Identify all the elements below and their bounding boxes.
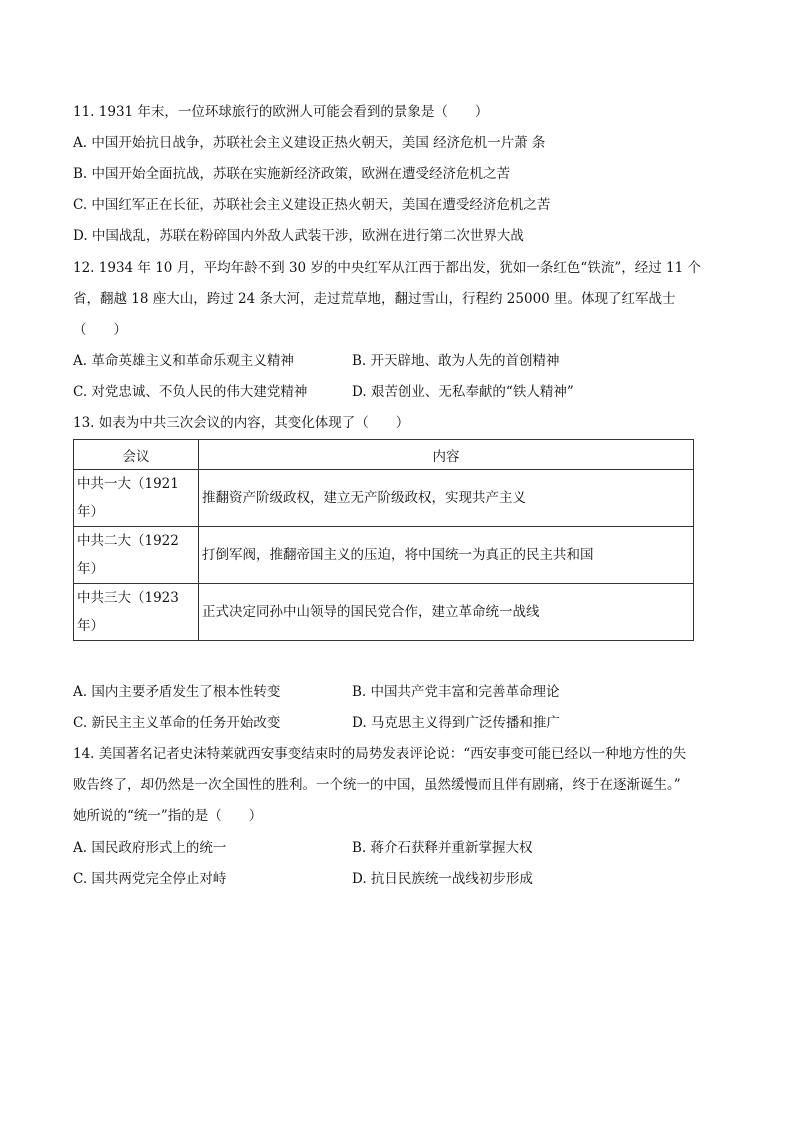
q12-stem-line-2: 省，翻越 18 座大山，跨过 24 条大河，走过荒草地，翻过雪山，行程约 25000 里。体现了红军战士 [73,291,676,307]
q11-stem: 11. 1931 年末，一位环球旅行的欧洲人可能会看到的景象是（ ） [73,104,489,120]
q14-option-c: C. 国共两党完全停止对峙 [73,871,227,887]
q12-option-b: B. 开天辟地、敢为人先的首创精神 [352,353,560,369]
q11-option-d: D. 中国战乱，苏联在粉碎国内外敌人武装干涉，欧洲在进行第二次世界大战 [73,228,524,244]
table-header-content: 内容 [199,440,694,470]
table-cell-content: 正式决定同孙中山领导的国民党合作，建立革命统一战线 [199,584,694,641]
q14-option-d: D. 抗日民族统一战线初步形成 [352,871,533,887]
q12-option-d: D. 艰苦创业、无私奉献的“铁人精神” [352,384,574,400]
q13-options-row-2 [73,713,723,733]
table-row [74,527,694,584]
q13-option-c: C. 新民主主义革命的任务开始改变 [73,715,281,731]
table-cell-meeting: 中共二大（1922 年） [74,527,199,584]
table-row [74,584,694,641]
q14-stem-line-1: 14. 美国著名记者史沫特莱就西安事变结束时的局势发表评论说：“西安事变可能已经以一种地方性的失 [73,746,687,762]
q13-meetings-table [73,439,694,641]
q12-option-a: A. 革命英雄主义和革命乐观主义精神 [73,353,294,369]
q14-options-row-2 [73,869,723,889]
table-cell-meeting: 中共三大（1923 年） [74,584,199,641]
q14-options-row-1 [73,838,723,858]
q13-option-b: B. 中国共产党丰富和完善革命理论 [352,684,560,700]
table-header-row [74,440,694,470]
table-cell-meeting: 中共一大（1921 年） [74,470,199,527]
table-cell-content: 打倒军阀，推翻帝国主义的压迫，将中国统一为真正的民主共和国 [199,527,694,584]
q13-option-a: A. 国内主要矛盾发生了根本性转变 [73,684,281,700]
table-cell-content: 推翻资产阶级政权，建立无产阶级政权，实现共产主义 [199,470,694,527]
q12-option-c: C. 对党忠诚、不负人民的伟大建党精神 [73,384,308,400]
q12-options-row-1 [73,351,723,371]
q11-option-a: A. 中国开始抗日战争，苏联社会主义建设正热火朝天，美国 经济危机一片萧 条 [73,135,546,151]
q14-stem-line-3: 她所说的“统一”指的是（ ） [73,808,263,824]
table-row [74,470,694,527]
q14-stem-line-2: 败告终了，却仍然是一次全国性的胜利。一个统一的中国，虽然缓慢而且伴有剧痛，终于在逐渐诞生。” [73,777,681,793]
q13-stem: 13. 如表为中共三次会议的内容，其变化体现了（ ） [73,415,410,431]
q13-options-row-1 [73,682,723,702]
q11-option-c: C. 中国红军正在长征，苏联社会主义建设正热火朝天，美国在遭受经济危机之苦 [73,197,551,213]
q11-option-b: B. 中国开始全面抗战，苏联在实施新经济政策，欧洲在遭受经济危机之苦 [73,166,511,182]
q12-stem-line-3: （ ） [73,322,127,338]
q12-options-row-2 [73,382,723,402]
q13-option-d: D. 马克思主义得到广泛传播和推广 [352,715,560,731]
q14-option-a: A. 国民政府形式上的统一 [73,840,227,856]
q14-option-b: B. 蒋介石获释并重新掌握大权 [352,840,533,856]
q12-stem-line-1: 12. 1934 年 10 月，平均年龄不到 30 岁的中央红军从江西于都出发，犹如一条红色“铁流”，经过 11 个 [73,260,701,276]
table-header-meeting: 会议 [74,440,199,470]
